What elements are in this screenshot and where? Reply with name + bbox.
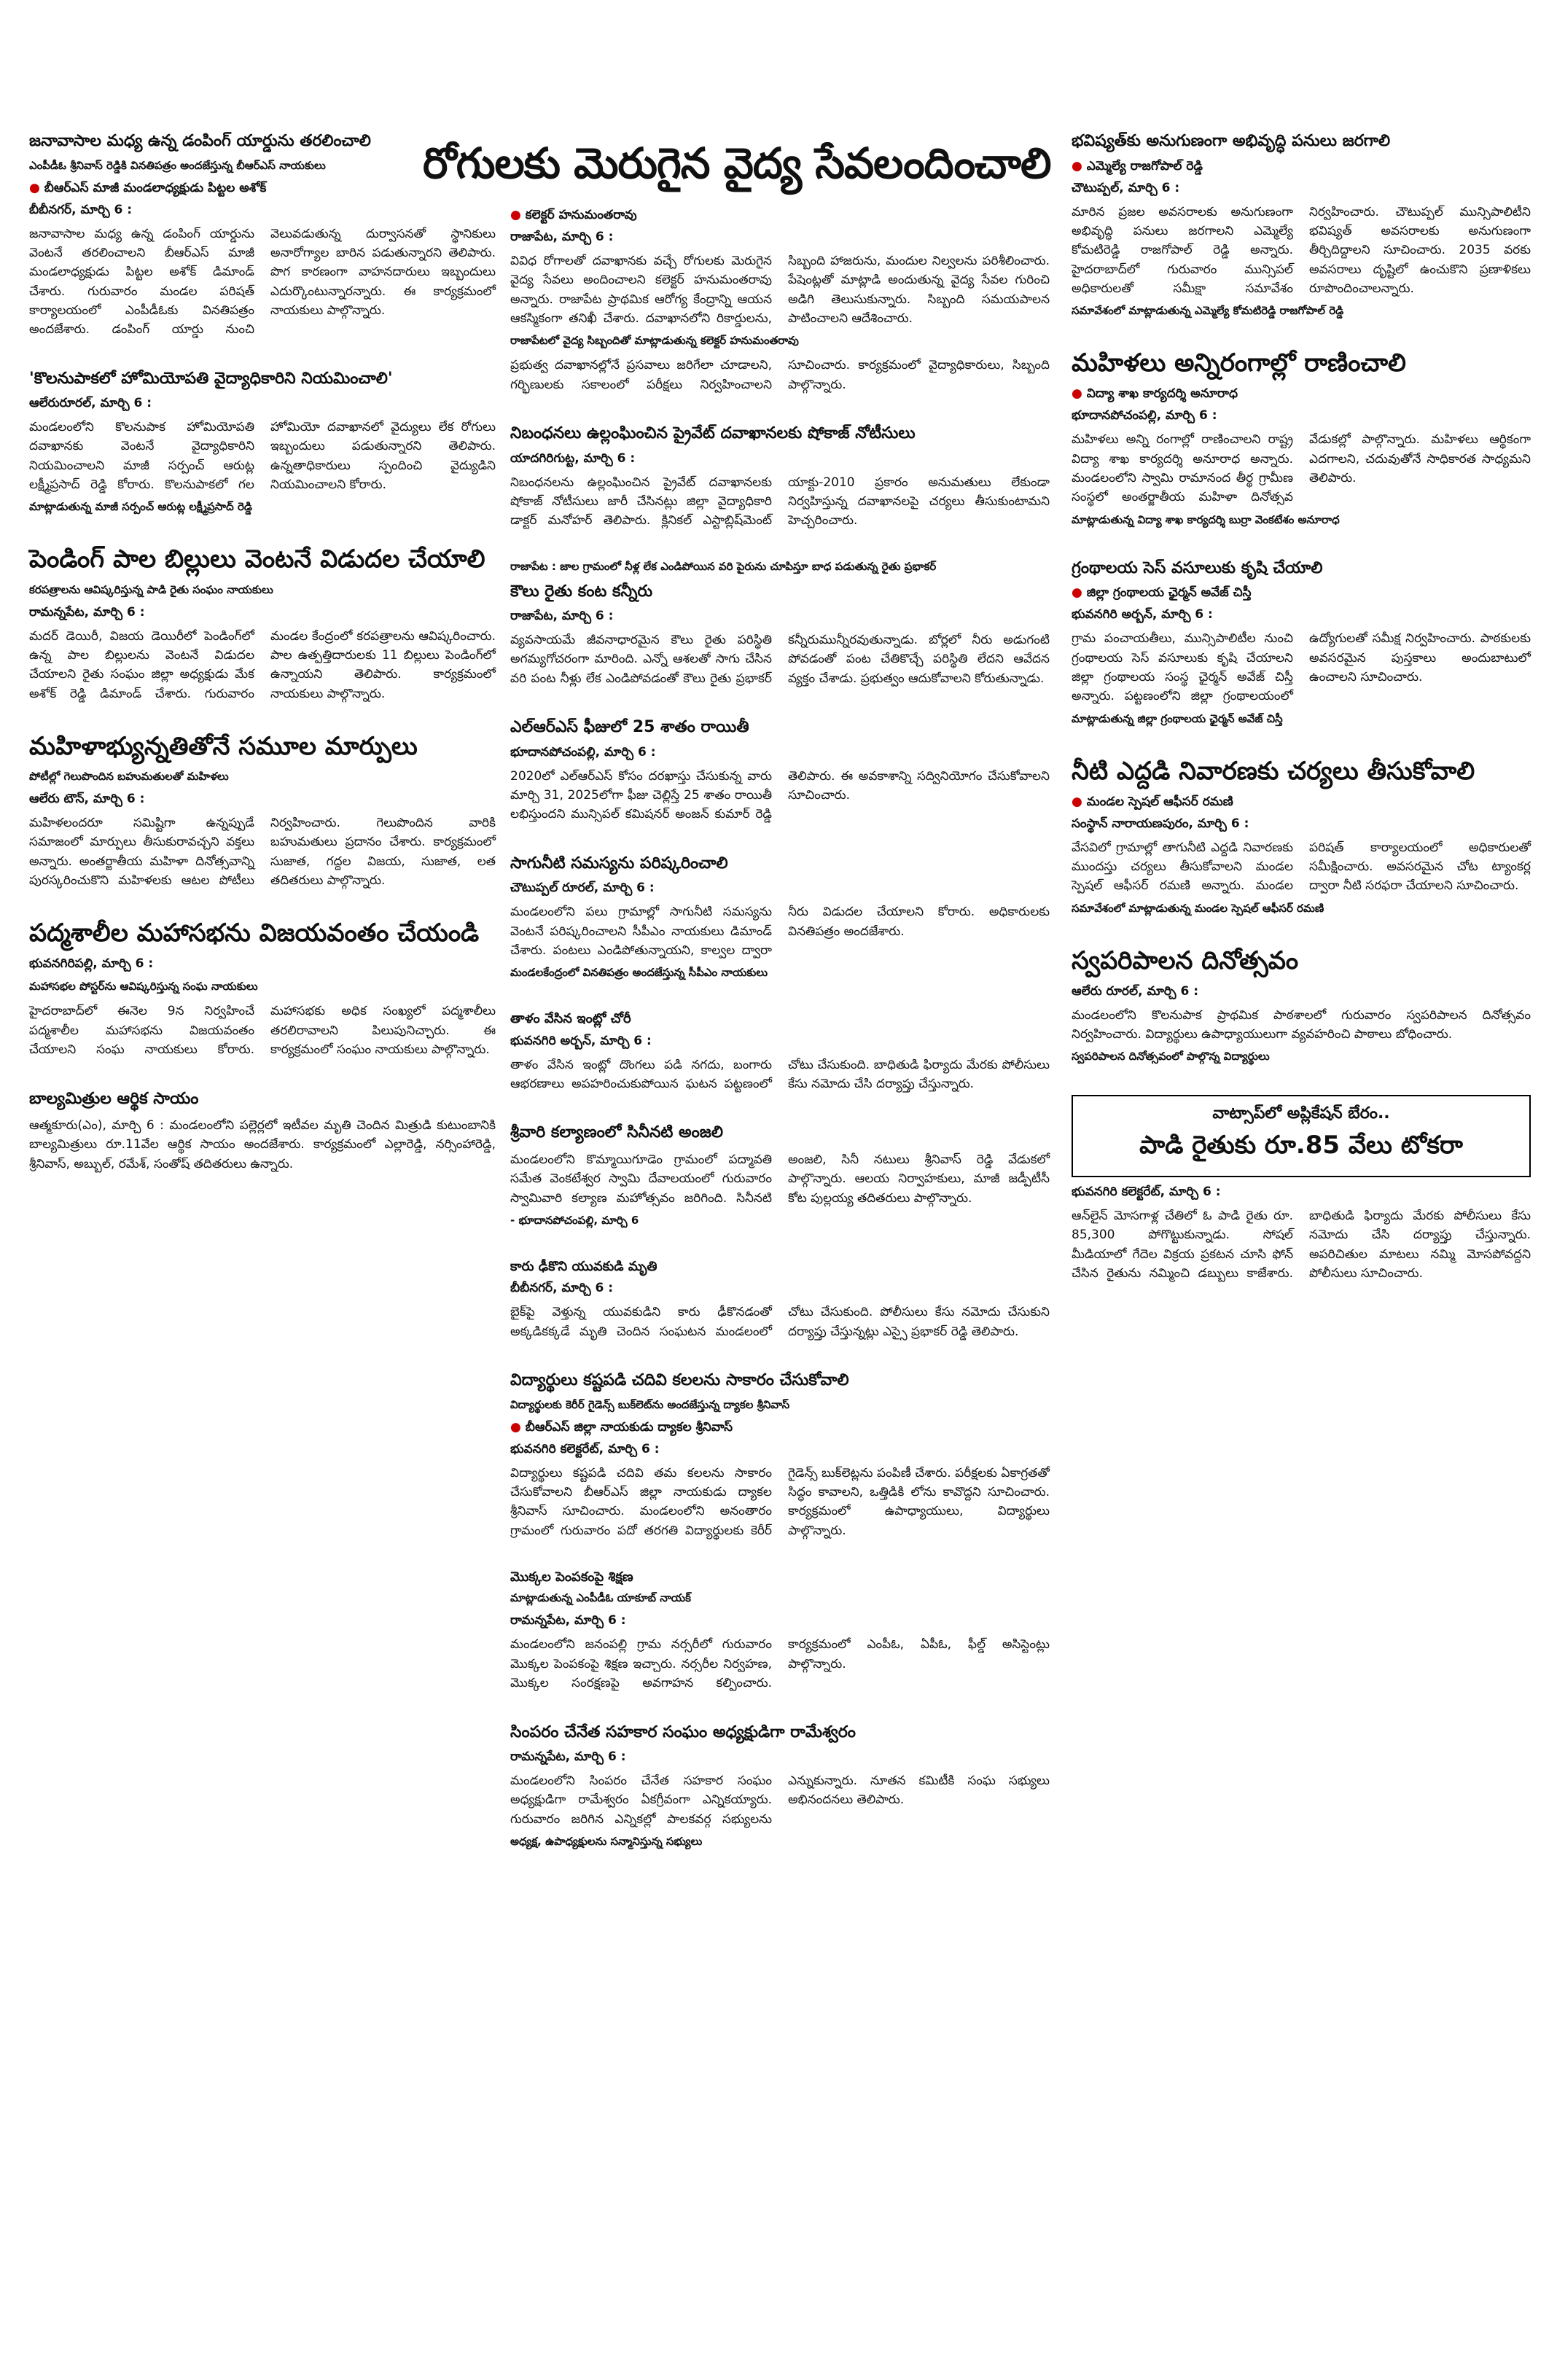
byline: ● బీఆర్ఎస్ జిల్లా నాయకుడు ద్యాకల శ్రీనివాస్ [510, 1420, 1050, 1437]
dateline: భువనగిరి కలెక్టరేట్, మార్చి 6 : [1072, 1185, 1221, 1200]
article-body: మారిన ప్రజల అవసరాలకు అనుగుణంగా అభివృద్ధి పనులు జరగాలని ఎమ్మెల్యే కోమటిరెడ్డి రాజగోపాల్ రెడ్డి అన్నారు. హైదరాబాద్‌లో గురువారం మున్సిపల్ అధికారులతో సమీక్షా సమావేశం నిర్వహించారు. చౌటుప్పల్ మున్సిపాలిటీని భవిష్యత్ అవసరాలకు అనుగుణంగా తీర్చిదిద్దాలని సూచించారు. 2035 వరకు అవసరాలు దృష్టిలో ఉంచుకొని ప్రణాళికలు రూపొందించాలన్నారు. [1072, 204, 1531, 296]
byline: ● ఎమ్మెల్యే రాజగోపాల్ రెడ్డి [1072, 159, 1531, 176]
story-library [1072, 558, 1531, 728]
story-development [1072, 131, 1531, 320]
article-body: మండలంలోని కొలనుపాక ప్రాథమిక పాఠశాలలో గురువారం స్వపరిపాలన దినోత్సవం నిర్వహించారు. విద్యార్థులు ఉపాధ్యాయులుగా వ్యవహరించి పాఠాలు బోధించారు. [1072, 1007, 1531, 1042]
article-body-continued: ప్రభుత్వ దవాఖానల్లోనే ప్రసవాలు జరిగేలా చూడాలని, గర్భిణులకు సకాలంలో పరీక్షలు నిర్వహించాలని సూచించారు. కార్యక్రమంలో వైద్యాధికారులు, సిబ్బంది పాల్గొన్నారు. [510, 358, 1050, 392]
story-kalyanam [510, 1123, 1050, 1230]
headline: ఎల్ఆర్ఎస్ ఫీజులో 25 శాతం రాయితీ [510, 718, 749, 737]
story-women-excel [1072, 349, 1531, 528]
story-dumping-yard [29, 131, 496, 340]
article-body: హైదరాబాద్‌లో ఈనెల 9న నిర్వహించే పద్మశాలీల మహాసభను విజయవంతం చేయాలని సంఘ నాయకులు కోరారు. మహాసభకు అధిక సంఖ్యలో పద్మశాలీలు తరలిరావాలని పిలుపునిచ్చారు. ఈ కార్యక్రమంలో సంఘం నాయకులు పాల్గొన్నారు. [29, 1004, 496, 1058]
dateline: ఆలేరు టౌన్, మార్చి 6 : [29, 792, 145, 806]
dateline: భూదానపోచంపల్లి, మార్చి 6 : [510, 744, 656, 760]
story-irrigation [510, 854, 1050, 983]
article-body: మండలంలోని సింపరం చేనేత సహకార సంఘం అధ్యక్షుడిగా రామేశ్వరం ఏకగ్రీవంగా ఎన్నికయ్యారు. గురువారం జరిగిన ఎన్నికల్లో పాలకవర్గ సభ్యులను ఎన్నుకున్నారు. నూతన కమిటీకి సంఘ సభ్యులు అభినందనలు తెలిపారు. [510, 1774, 1050, 1827]
right-column [1072, 131, 1531, 1312]
article-body: వివిధ రోగాలతో దవాఖానకు వచ్చే రోగులకు మెరుగైన వైద్య సేవలు అందించాలని కలెక్టర్ హనుమంతరావు అన్నారు. రాజాపేట ప్రాథమిక ఆరోగ్య కేంద్రాన్ని ఆయన ఆకస్మికంగా తనిఖీ చేశారు. దవాఖానలోని రికార్డులను, సిబ్బంది హాజరును, మందుల నిల్వలను పరిశీలించారు. పేషెంట్లతో మాట్లాడి అందుతున్న వైద్య సేవల గురించి అడిగి తెలుసుకున్నారు. సిబ్బంది సమయపాలన పాటించాలని ఆదేశించారు. [510, 254, 1050, 327]
photo-caption: మాట్లాడుతున్న మాజీ సర్పంచ్ ఆరుట్ల లక్ష్మీప్రసాద్ రెడ్డి [29, 500, 252, 514]
article-body: మదర్ డెయిరీ, విజయ డెయిరీలో పెండింగ్‌లో ఉన్న పాల బిల్లులను వెంటనే విడుదల చేయాలని రైతు సంఘం జిల్లా అధ్యక్షుడు మేక అశోక్ రెడ్డి డిమాండ్ చేశారు. గురువారం మండల కేంద్రంలో కరపత్రాలను ఆవిష్కరించారు. పాల ఉత్పత్తిదారులకు 11 బిల్లులు పెండింగ్‌లో ఉన్నాయని తెలిపారు. కార్యక్రమంలో నాయకులు పాల్గొన్నారు. [29, 628, 496, 701]
headline: భవిష్యత్‌కు అనుగుణంగా అభివృద్ధి పనులు జరగాలి [1072, 132, 1391, 150]
headline: సాగునీటి సమస్యను పరిష్కరించాలి [510, 854, 728, 873]
article-body: ఆన్‌లైన్ మోసగాళ్ల చేతిలో ఓ పాడి రైతు రూ. 85,300 పోగొట్టుకున్నాడు. సోషల్ మీడియాలో గేదెల విక్రయ ప్రకటన చూసి ఫోన్ చేసిన రైతును నమ్మించి డబ్బులు కాజేశారు. బాధితుడి ఫిర్యాదు మేరకు పోలీసులు కేసు నమోదు చేసి దర్యాప్తు చేస్తున్నారు. అపరిచితుల మాటలు నమ్మి మోసపోవద్దని పోలీసులు సూచించారు. [1072, 1209, 1531, 1281]
headline: పద్మశాలీల మహాసభను విజయవంతం చేయండి [29, 918, 480, 948]
photo-caption: మహాసభల పోస్టర్‌ను ఆవిష్కరిస్తున్న సంఘ నాయకులు [29, 980, 258, 994]
dateline: రాజాపేట, మార్చి 6 : [510, 230, 614, 244]
story-hospitals-notice [510, 424, 1050, 531]
photo-caption: మాట్లాడుతున్న జిల్లా గ్రంథాలయ ఛైర్మన్ అవేజ్ చిస్తీ [1072, 711, 1283, 725]
lead-headline: రోగులకు మెరుగైన వైద్య సేవలందించాలి [423, 138, 1051, 188]
dateline: చౌటుప్పల్ రూరల్, మార్చి 6 : [510, 881, 655, 896]
story-friends-aid [29, 1089, 496, 1174]
dateline: సంస్థాన్ నారాయణపురం, మార్చి 6 : [1072, 816, 1249, 831]
story-students [510, 1370, 1050, 1540]
article-body: వ్యవసాయమే జీవనాధారమైన కౌలు రైతు పరిస్థితి అగమ్యగోచరంగా మారింది. ఎన్నో ఆశలతో సాగు చేసిన వరి పంట నీళ్లు లేక ఎండిపోవడంతో కౌలు రైతు ప్రభాకర్ కన్నీరుమున్నీరవుతున్నాడు. బోర్లలో నీరు అడుగంటి పోవడంతో పంట చేతికొచ్చే పరిస్థితి లేదని ఆవేదన వ్యక్తం చేశాడు. ప్రభుత్వం ఆదుకోవాలని కోరుతున్నాడు. [510, 633, 1050, 686]
story-padmashali [29, 919, 496, 1059]
left-column [29, 131, 496, 1203]
dateline: భూదానపోచంపల్లి, మార్చి 6 : [1072, 408, 1217, 424]
headline: సింపరం చేనేత సహకార సంఘం అధ్యక్షుడిగా రామేశ్వరం [510, 1722, 856, 1741]
dateline: రాజాపేట, మార్చి 6 : [510, 609, 614, 624]
article-body: మండలంలోని కొమ్మాయిగూడెం గ్రామంలో పద్మావతి సమేత వెంకటేశ్వర స్వామి దేవాలయంలో గురువారం స్వామివారి కల్యాణ మహోత్సవం జరిగింది. సినీనటి అంజలి, సినీ నటులు శ్రీనివాస్ రెడ్డి వేడుకలో పాల్గొన్నారు. ఆలయ నిర్వాహకులు, మాజీ జడ్పీటీసీ కోట పుల్లయ్య తదితరులు పాల్గొన్నారు. [510, 1152, 1050, 1206]
photo-caption: విద్యార్థులకు కెరీర్ గైడెన్స్ బుక్‌లెట్‌ను అందజేస్తున్న ద్యాకల శ్రీనివాస్ [510, 1397, 790, 1411]
byline: ● బీఆర్ఎస్ మాజీ మండలాధ్యక్షుడు పిట్టల అశోక్ [29, 181, 496, 198]
article-body: వేసవిలో గ్రామాల్లో తాగునీటి ఎద్దడి నివారణకు ముందస్తు చర్యలు తీసుకోవాలని మండల స్పెషల్ ఆఫీసర్ రమణి అన్నారు. మండల పరిషత్ కార్యాలయంలో అధికారులతో సమీక్షించారు. అవసరమైన చోట ట్యాంకర్ల ద్వారా నీటి సరఫరా చేయాలని సూచించారు. [1072, 840, 1531, 894]
photo-caption: మాట్లాడుతున్న విద్యా శాఖ కార్యదర్శి బుర్రా వెంకటేశం అనూరాధ [1072, 512, 1340, 526]
photo-caption: రాజాపేట : జాల గ్రామంలో నీళ్ల లేక ఎండిపోయిన వరి పైరును చూపిస్తూ బాధ పడుతున్న రైతు ప్రభాకర్ [510, 559, 937, 573]
photo-caption: రాజాపేటలో వైద్య సిబ్బందితో మాట్లాడుతున్న కలెక్టర్ హనుమంతరావు [510, 334, 799, 348]
headline: బాల్యమిత్రుల ఆర్థిక సాయం [29, 1089, 199, 1108]
headline: మహిళాభ్యున్నతితోనే సమూల మార్పులు [29, 731, 418, 761]
story-milk-bills [29, 545, 496, 703]
article-body: మహిళలు అన్ని రంగాల్లో రాణించాలని రాష్ట్ర విద్యా శాఖ కార్యదర్శి అనూరాధ అన్నారు. మండలంలోని స్వామి రామానంద తీర్థ గ్రామీణ సంస్థలో అంతర్జాతీయ మహిళా దినోత్సవ వేడుకల్లో పాల్గొన్నారు. మహిళలు ఆర్థికంగా ఎదగాలని, చదువుతోనే సాధికారత సాధ్యమని తెలిపారు. [1072, 432, 1531, 505]
headline: స్వపరిపాలన దినోత్సవం [1072, 945, 1299, 975]
article-body: నిబంధనలను ఉల్లంఘించిన ప్రైవేట్ దవాఖానలకు షోకాజ్ నోటీసులు జారీ చేసినట్లు జిల్లా వైద్యాధికారి డాక్టర్ మనోహర్ తెలిపారు. క్లినికల్ ఎస్టాబ్లిష్‌మెంట్ యాక్టు-2010 ప్రకారం అనుమతులు లేకుండా నిర్వహిస్తున్న దవాఖానలపై చర్యలు తీసుకుంటామని హెచ్చరించారు. [510, 475, 1050, 528]
byline: ● కలెక్టర్ హనుమంతరావు [510, 208, 1050, 225]
headline: జనావాసాల మధ్య ఉన్న డంపింగ్ యార్డును తరలించాలి [29, 132, 371, 150]
photo-caption: కరపత్రాలను ఆవిష్కరిస్తున్న పాడి రైతు సంఘం నాయకులు [29, 582, 273, 596]
story-accident [510, 1259, 1050, 1341]
story-lead [510, 208, 1050, 394]
headline: నీటి ఎద్దడి నివారణకు చర్యలు తీసుకోవాలి [1072, 756, 1475, 786]
headline: శ్రీవారి కల్యాణంలో సినీనటి అంజలి [510, 1123, 724, 1142]
story-water [1072, 757, 1531, 918]
dateline: బీబీనగర్, మార్చి 6 : [510, 1281, 614, 1296]
headline-box [1072, 1095, 1531, 1177]
photo-caption: ఎంపీడీఓ శ్రీనివాస్ రెడ్డికి వినతిపత్రం అందజేస్తున్న బీఆర్ఎస్ నాయకులు [29, 158, 326, 172]
article-body: మండలంలోని కొలనుపాక హోమియోపతి దవాఖానకు వెంటనే వైద్యాధికారిని నియమించాలని మాజీ సర్పంచ్ ఆరుట్ల లక్ష్మీప్రసాద్ రెడ్డి కోరారు. కొలనుపాకలో గల హోమియో దవాఖానలో వైద్యులు లేక రోగులు ఇబ్బందులు పడుతున్నారని తెలిపారు. ఉన్నతాధికారులు స్పందించి వైద్యుడిని నియమించాలని కోరారు. [29, 420, 496, 493]
dateline: రామన్నపేట, మార్చి 6 : [29, 604, 145, 620]
story-saplings [510, 1569, 1050, 1693]
story-tenant-farmer [510, 560, 1050, 689]
article-body: మండలంలోని జనంపల్లి గ్రామ నర్సరీలో గురువారం మొక్కల పెంపకంపై శిక్షణ ఇచ్చారు. నర్సరీల నిర్వహణ, మొక్కల సంరక్షణపై అవగాహన కల్పించారు. కార్యక్రమంలో ఎంపీఓ, ఏపీఓ, ఫీల్డ్ అసిస్టెంట్లు పాల్గొన్నారు. [510, 1637, 1050, 1691]
headline: తాళం వేసిన ఇంట్లో చోరీ [510, 1011, 631, 1027]
headline: మహిళలు అన్నిరంగాల్లో రాణించాలి [1072, 348, 1406, 378]
headline: కారు ఢీకొని యువకుడి మృతి [510, 1258, 657, 1274]
dateline: రామన్నపేట, మార్చి 6 : [510, 1749, 626, 1764]
dateline: భువనగిరి అర్బన్, మార్చి 6 : [1072, 607, 1213, 623]
byline: ● జిల్లా గ్రంథాలయ ఛైర్మన్ అవేజ్ చిస్తీ [1072, 585, 1531, 603]
dateline: ఆలేరురూరల్, మార్చి 6 : [29, 396, 152, 411]
article-body: తాళం వేసిన ఇంట్లో దొంగలు పడి నగదు, బంగారు ఆభరణాలు అపహరించుకుపోయిన ఘటన పట్టణంలో చోటు చేసుకుంది. బాధితుడి ఫిర్యాదు మేరకు పోలీసులు కేసు నమోదు చేసి దర్యాప్తు చేస్తున్నారు. [510, 1057, 1050, 1092]
dateline: యాదగిరిగుట్ట, మార్చి 6 : [510, 450, 636, 466]
article-body: బైక్‌పై వెళ్తున్న యువకుడిని కారు ఢీకొనడంతో అక్కడికక్కడే మృతి చెందిన సంఘటన మండలంలో చోటు చేసుకుంది. పోలీసులు కేసు నమోదు చేసుకుని దర్యాప్తు చేస్తున్నట్లు ఎస్సై ప్రభాకర్ రెడ్డి తెలిపారు. [510, 1305, 1050, 1339]
dateline: చౌటుప్పల్, మార్చి 6 : [1072, 180, 1180, 195]
photo-caption: పోటీల్లో గెలుపొందిన బహుమతులతో మహిళలు [29, 770, 229, 783]
article-body: ఆత్మకూరు(ఎం), మార్చి 6 : మండలంలోని పల్లెర్లలో ఇటీవల మృతి చెందిన మిత్రుడి కుటుంబానికి బాల్యమిత్రులు రూ.11వేల ఆర్థిక సాయం అందజేశారు. కార్యక్రమంలో ఎల్లారెడ్డి, నర్సింహారెడ్డి, శ్రీనివాస్, అబ్బుల్, రమేశ్, సంతోష్ తదితరులు ఉన్నారు. [29, 1118, 496, 1171]
dateline: రామన్నపేట, మార్చి 6 : [510, 1613, 626, 1628]
article-body: విద్యార్థులు కష్టపడి చదివి తమ కలలను సాకారం చేసుకోవాలని బీఆర్ఎస్ జిల్లా నాయకుడు ద్యాకల శ్రీనివాస్ సూచించారు. మండలంలోని అనంతారం గ్రామంలో గురువారం పదో తరగతి విద్యార్థులకు కెరీర్ గైడెన్స్ బుక్‌లెట్లను పంపిణీ చేశారు. పరీక్షలకు ఏకాగ్రతతో సిద్ధం కావాలని, ఒత్తిడికి లోను కావొద్దని సూచించారు. కార్యక్రమంలో ఉపాధ్యాయులు, విద్యార్థులు పాల్గొన్నారు. [510, 1465, 1050, 1538]
story-self-governance [1072, 947, 1531, 1066]
article-body: జనావాసాల మధ్య ఉన్న డంపింగ్ యార్డును వెంటనే తరలించాలని బీఆర్ఎస్ మాజీ మండలాధ్యక్షుడు పిట్టల అశోక్ డిమాండ్ చేశారు. గురువారం మండల పరిషత్ కార్యాలయంలో ఎంపీడీఓకు వినతిపత్రం అందజేశారు. డంపింగ్ యార్డు నుంచి వెలువడుతున్న దుర్వాసనతో స్థానికులు అనారోగ్యాల బారిన పడుతున్నారని తెలిపారు. పొగ కారణంగా వాహనదారులు ఇబ్బందులు ఎదుర్కొంటున్నారన్నారు. ఈ కార్యక్రమంలో నాయకులు పాల్గొన్నారు. [29, 226, 496, 338]
headline: కౌలు రైతు కంట కన్నీరు [510, 582, 653, 601]
article-body: మండలంలోని పలు గ్రామాల్లో సాగునీటి సమస్యను వెంటనే పరిష్కరించాలని సీపీఎం నాయకులు డిమాండ్ చేశారు. పంటలు ఎండిపోతున్నాయని, కాల్వల ద్వారా నీరు విడుదల చేయాలని కోరారు. అధికారులకు వినతిపత్రం అందజేశారు. [510, 905, 1050, 958]
dateline: ఆలేరు రూరల్, మార్చి 6 : [1072, 983, 1198, 999]
photo-caption: స్వపరిపాలన దినోత్సవంలో పాల్గొన్న విద్యార్థులు [1072, 1050, 1270, 1064]
article-body: మహిళలందరూ సమిష్టిగా ఉన్నప్పుడే సమాజంలో మార్పులు తీసుకురావచ్చని వక్తలు అన్నారు. అంతర్జాతీయ మహిళా దినోత్సవాన్ని పురస్కరించుకొని మహిళలకు ఆటల పోటీలు నిర్వహించారు. గెలుపొందిన వారికి బహుమతులు ప్రదానం చేశారు. కార్యక్రమంలో సుజాత, గద్దల విజయ, సుజాత, లత తదితరులు పాల్గొన్నారు. [29, 816, 496, 889]
story-weavers [510, 1722, 1050, 1852]
byline: ● మండల స్పెషల్ ఆఫీసర్ రమణి [1072, 795, 1531, 812]
story-lrs [510, 717, 1050, 824]
headline: పాడి రైతుకు రూ.85 వేలు టోకరా [1139, 1130, 1463, 1160]
headline: 'కొలనుపాకలో హోమియోపతి వైద్యాధికారిని నియమించాలి' [29, 369, 393, 388]
article-body: గ్రామ పంచాయతీలు, మున్సిపాలిటీల నుంచి గ్రంథాలయ సెస్ వసూలుకు కృషి చేయాలని జిల్లా గ్రంథాలయ సంస్థ ఛైర్మన్ అవేజ్ చిస్తీ అన్నారు. పట్టణంలోని జిల్లా గ్రంథాలయంలో ఉద్యోగులతో సమీక్ష నిర్వహించారు. పాఠకులకు అవసరమైన పుస్తకాలు అందుబాటులో ఉంచాలని సూచించారు. [1072, 631, 1531, 704]
photo-caption: అధ్యక్ష, ఉపాధ్యక్షులను సన్మానిస్తున్న సభ్యులు [510, 1835, 703, 1849]
kicker: వాట్సాప్‌లో అప్లికేషన్ బేరం.. [1212, 1104, 1390, 1123]
story-fraud [1072, 1095, 1531, 1283]
photo-caption: సమావేశంలో మాట్లాడుతున్న మండల స్పెషల్ ఆఫీసర్ రమణి [1072, 901, 1324, 915]
headline: విద్యార్థులు కష్టపడి చదివి కలలను సాకారం చేసుకోవాలి [510, 1371, 849, 1390]
photo-caption: సమావేశంలో మాట్లాడుతున్న ఎమ్మెల్యే కోమటిరెడ్డి రాజగోపాల్ రెడ్డి [1072, 304, 1344, 318]
dateline: భువనగిరి కలెక్టరేట్, మార్చి 6 : [510, 1441, 660, 1456]
story-homeopathy [29, 369, 496, 517]
dateline: భువనగిరిపల్లి, మార్చి 6 : [29, 956, 154, 972]
headline: గ్రంథాలయ సెస్ వసూలుకు కృషి చేయాలి [1072, 558, 1323, 577]
article-body: 2020లో ఎల్ఆర్ఎస్ కోసం దరఖాస్తు చేసుకున్న వారు మార్చి 31, 2025లోగా ఫీజు చెల్లిస్తే 25 శాతం రాయితీ లభిస్తుందని మున్సిపల్ కమిషనర్ అంజన్ కుమార్ రెడ్డి తెలిపారు. ఈ అవకాశాన్ని సద్వినియోగం చేసుకోవాలని సూచించారు. [510, 768, 1050, 822]
headline: నిబంధనలు ఉల్లంఘించిన ప్రైవేట్ దవాఖానలకు షోకాజ్ నోటీసులు [510, 424, 916, 443]
dateline: బీబీనగర్, మార్చి 6 : [29, 202, 133, 217]
photo-credit: - భూదానపోచంపల్లి, మార్చి 6 [510, 1213, 639, 1227]
dateline: భువనగిరి అర్బన్, మార్చి 6 : [510, 1033, 652, 1048]
middle-column [510, 208, 1050, 1880]
headline: మొక్కల పెంపకంపై శిక్షణ [510, 1569, 633, 1585]
story-theft [510, 1011, 1050, 1093]
photo-caption: మాట్లాడుతున్న ఎంపీడీఓ యాకూబ్ నాయక్ [510, 1591, 691, 1605]
story-women [29, 733, 496, 890]
headline: పెండింగ్ పాల బిల్లులు వెంటనే విడుదల చేయాలి [29, 545, 485, 574]
byline: ● విద్యా శాఖ కార్యదర్శి అనూరాధ [1072, 386, 1531, 404]
photo-caption: మండలకేంద్రంలో వినతిపత్రం అందజేస్తున్న సీపీఎం నాయకులు [510, 966, 768, 980]
